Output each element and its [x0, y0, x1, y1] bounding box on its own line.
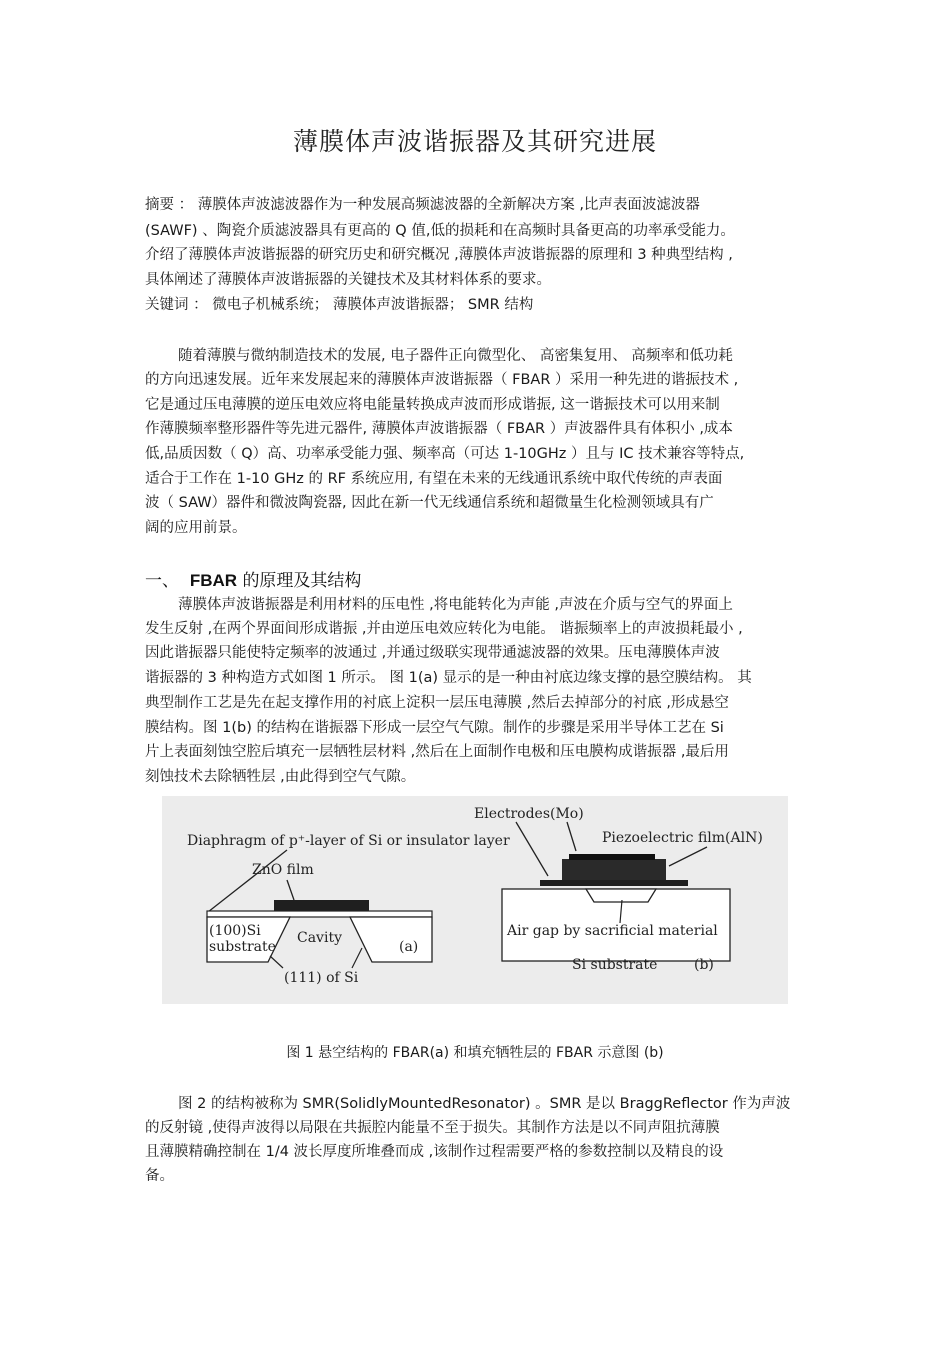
smr-line: 且薄膜精确控制在 1/4 波长厚度所堆叠而成 ,该制作过程需要严格的参数控制以及精良的设	[145, 1144, 724, 1160]
electrode-bottom	[540, 880, 688, 886]
section-line: 发生反射 ,在两个界面间形成谐振 ,并由逆压电效应转化为电能。 谐振频率上的声波损耗最小 ,	[145, 621, 743, 637]
section-line: 刻蚀技术去除牺牲层 ,由此得到空气气隙。	[145, 769, 416, 785]
section-number: 一、	[145, 571, 179, 591]
substrate-label: substrate	[209, 939, 276, 955]
intro-line: 波（ SAW）器件和微波陶瓷器, 因此在新一代无线通信系统和超微量生化检测领域具有广	[145, 495, 714, 511]
section-line: 薄膜体声波谐振器是利用材料的压电性 ,将电能转化为声能 ,声波在介质与空气的界面上	[178, 597, 733, 613]
abstract-line: 摘要 ： 薄膜体声波滤波器作为一种发展高频滤波器的全新解决方案 ,比声表面波滤波器	[145, 197, 700, 213]
section-line: 谐振器的 3 种构造方式如图 1 所示。 图 1(a) 显示的是一种由衬底边缘支撑的悬空膜结构。 其	[145, 670, 752, 686]
cavity-label: Cavity	[297, 930, 342, 946]
electrodes-label: Electrodes(Mo)	[474, 806, 584, 822]
abstract-line: 具体阐述了薄膜体声波谐振器的关键技术及其材料体系的要求。	[145, 272, 551, 288]
piezo-film-layer	[562, 859, 666, 880]
smr-line: 的反射镜 ,使得声波得以局限在共振腔内能量不至于损失。其制作方法是以不同声阻抗薄膜	[145, 1120, 720, 1136]
section-title: 的原理及其结构	[242, 571, 362, 591]
diaphragm-label: Diaphragm of p⁺-layer of Si or insulator layer	[187, 833, 510, 849]
intro-line: 低,品质因数（ Q）高、功率承受能力强、频率高（可达 1-10GHz ）且与 IC 技术兼容等特点,	[145, 446, 745, 462]
figure-1-caption: 图 1 悬空结构的 FBAR(a) 和填充牺牲层的 FBAR 示意图 (b)	[286, 1045, 664, 1061]
intro-line: 随着薄膜与微纳制造技术的发展, 电子器件正向微型化、 高密集复用、 高频率和低功耗	[178, 348, 733, 364]
panel-label: (b)	[694, 957, 714, 973]
abstract-line: (SAWF) 、陶瓷介质滤波器具有更高的 Q 值,低的损耗和在高频时具备更高的功率承受能力。	[145, 223, 735, 239]
zno-label: ZnO film	[252, 862, 314, 878]
section-keyword: FBAR	[189, 571, 238, 590]
diaphragm-layer	[207, 911, 432, 917]
abstract-line: 介绍了薄膜体声波谐振器的研究历史和研究概况 ,薄膜体声波谐振器的原理和 3 种典型结构 ,	[145, 247, 733, 263]
section-heading	[145, 566, 361, 591]
piezo-label: Piezoelectric film(AlN)	[602, 830, 763, 846]
intro-line: 作薄膜频率整形器件等先进元器件, 薄膜体声波谐振器（ FBAR ）声波器件具有体积小 ,成本	[145, 421, 733, 437]
intro-line: 的方向迅速发展。近年来发展起来的薄膜体声波谐振器（ FBAR ）采用一种先进的谐振技术 ,	[145, 372, 739, 388]
intro-line: 阔的应用前景。	[145, 520, 247, 536]
si-substrate-label: Si substrate	[572, 957, 658, 973]
section-line: 膜结构。图 1(b) 的结构在谐振器下形成一层空气气隙。制作的步骤是采用半导体工艺在 Si	[145, 720, 724, 736]
air-gap	[586, 889, 656, 902]
paper-title: 薄膜体声波谐振器及其研究进展	[292, 127, 657, 156]
keywords-line: 关键词 ： 微电子机械系统； 薄膜体声波谐振器； SMR 结构	[145, 297, 534, 313]
intro-line: 它是通过压电薄膜的逆压电效应将电能量转换成声波而形成谐振, 这一谐振技术可以用来制	[145, 397, 720, 413]
airgap-label: Air gap by sacrificial material	[507, 923, 718, 939]
smr-line: 备。	[145, 1168, 174, 1184]
smr-line: 图 2 的结构被称为 SMR(SolidlyMountedResonator) 。SMR 是以 BraggReflector 作为声波	[178, 1096, 791, 1112]
plane-label: (111) of Si	[284, 970, 359, 986]
electrode-top	[569, 854, 655, 860]
zno-film-layer	[274, 900, 369, 911]
section-line: 因此谐振器只能使特定频率的波通过 ,并通过级联实现带通滤波器的效果。压电薄膜体声波	[145, 645, 720, 661]
figure-1	[162, 796, 788, 1004]
section-line: 典型制作工艺是先在起支撑作用的衬底上淀积一层压电薄膜 ,然后去掉部分的衬底 ,形成悬空	[145, 695, 729, 711]
panel-label: (a)	[399, 939, 419, 955]
intro-line: 适合于工作在 1-10 GHz 的 RF 系统应用, 有望在未来的无线通讯系统中取代传统的声表面	[145, 471, 723, 487]
substrate-label: (100)Si	[209, 923, 261, 939]
section-line: 片上表面刻蚀空腔后填充一层牺牲层材料 ,然后在上面制作电极和压电膜构成谐振器 ,最后用	[145, 744, 729, 760]
